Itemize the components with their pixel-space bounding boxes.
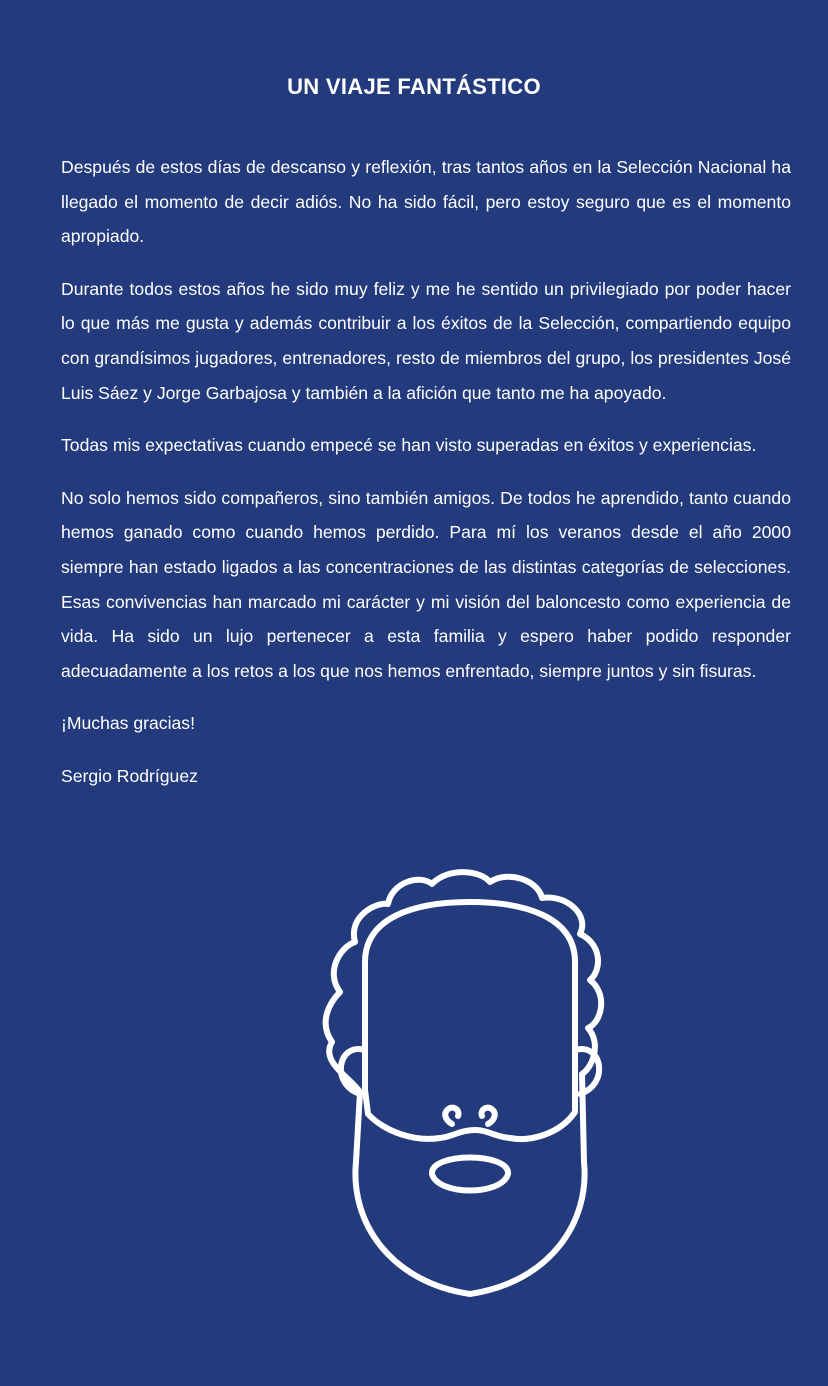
paragraph-3: Todas mis expectativas cuando empecé se han visto superadas en éxitos y experiencias.: [61, 435, 757, 456]
letter-title: UN VIAJE FANTÁSTICO: [287, 74, 541, 99]
letter-body: [61, 150, 791, 812]
paragraph-2: Durante todos estos años he sido muy feliz y me he sentido un privilegiado por poder hacer lo que más me gusta y además contribuir a los éxitos de la Selección, compartiendo equipo con grandísimos jugadores, entrenadores, resto de miembros del grupo, los presidentes José Luis Sáez y Jorge Garbajosa y también a la afición que tanto me ha apoyado.: [61, 278, 791, 403]
bearded-face-line-portrait-icon: [290, 862, 650, 1322]
mouth: [432, 1158, 508, 1191]
mustache-right: [481, 1108, 494, 1124]
paragraph-4: No solo hemos sido compañeros, sino también amigos. De todos he aprendido, tanto cuando hemos ganado como cuando hemos perdido. Para mí los veranos desde el año 2000 siempre han estado ligados a las concentraciones de las distintas categorías de selecciones. Esas convivencias han marcado mi carácter y mi visión del baloncesto como experiencia de vida. Ha sido un lujo pertenecer a esta familia y espero haber podido responder adecuadamente a los retos a los que nos hemos enfrentado, siempre juntos y sin fisuras.: [61, 487, 791, 681]
signature: Sergio Rodríguez: [61, 765, 198, 786]
paragraph-1: Después de estos días de descanso y reflexión, tras tantos años en la Selección Nacional ha llegado el momento de decir adiós. No ha sido fácil, pero estoy seguro que es el momento apropiado.: [61, 157, 791, 247]
closing-line: ¡Muchas gracias!: [61, 713, 195, 734]
mustache-left: [445, 1108, 458, 1124]
face-outline: [365, 902, 575, 1139]
